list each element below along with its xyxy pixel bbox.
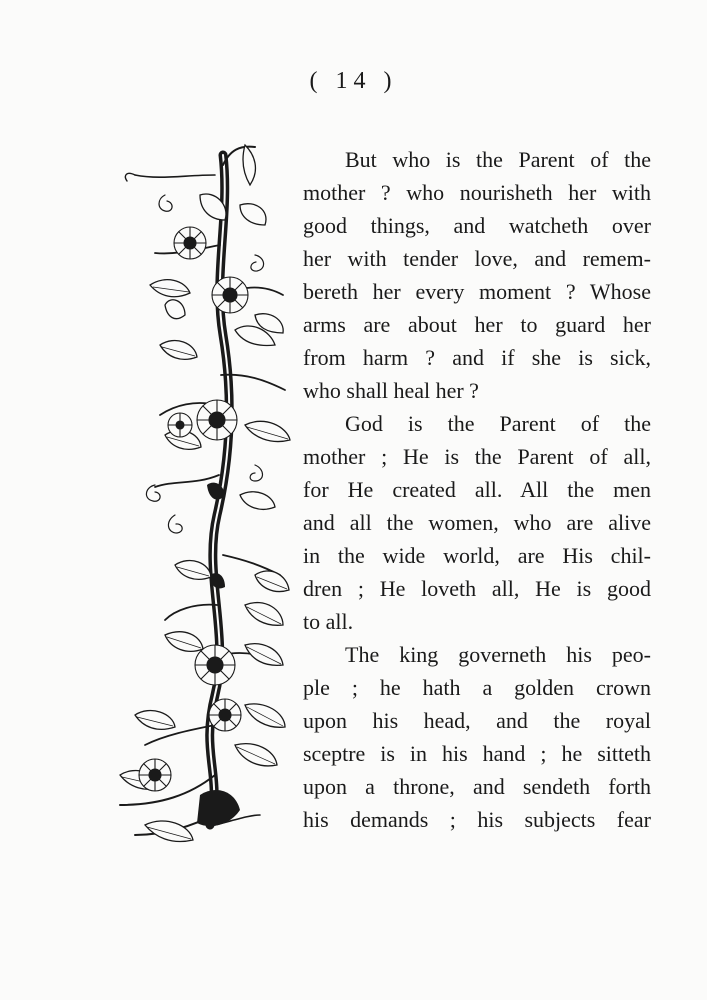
text-line: to all. xyxy=(303,609,354,634)
text-line: good things, and watcheth over xyxy=(303,213,651,238)
text-line: mother ? who nourisheth her with xyxy=(303,180,651,205)
text-line: who shall heal her ? xyxy=(303,378,479,403)
text-line: God is the Parent of the xyxy=(345,411,651,436)
body-text xyxy=(303,143,651,836)
text-line: The king governeth his peo- xyxy=(345,642,651,667)
text-line: his demands ; his subjects fear xyxy=(303,807,651,832)
text-line: bereth her every moment ? Whose xyxy=(303,279,651,304)
text-line: from harm ? and if she is sick, xyxy=(303,345,651,370)
text-line: sceptre is in his hand ; he sitteth xyxy=(303,741,651,766)
decorative-initial-vine-illustration xyxy=(105,135,295,850)
text-line: for He created all. All the men xyxy=(303,477,651,502)
text-line: dren ; He loveth all, He is good xyxy=(303,576,651,601)
text-line: upon a throne, and sendeth forth xyxy=(303,774,651,799)
text-line: upon his head, and the royal xyxy=(303,708,651,733)
text-line: But who is the Parent of the xyxy=(345,147,651,172)
text-line: arms are about her to guard her xyxy=(303,312,651,337)
text-line: mother ; He is the Parent of all, xyxy=(303,444,651,469)
text-line: in the wide world, are His chil- xyxy=(303,543,651,568)
text-line: her with tender love, and remem- xyxy=(303,246,651,271)
text-line: and all the women, who are alive xyxy=(303,510,651,535)
text-line: ple ; he hath a golden crown xyxy=(303,675,651,700)
page-number: ( 14 ) xyxy=(309,68,398,94)
